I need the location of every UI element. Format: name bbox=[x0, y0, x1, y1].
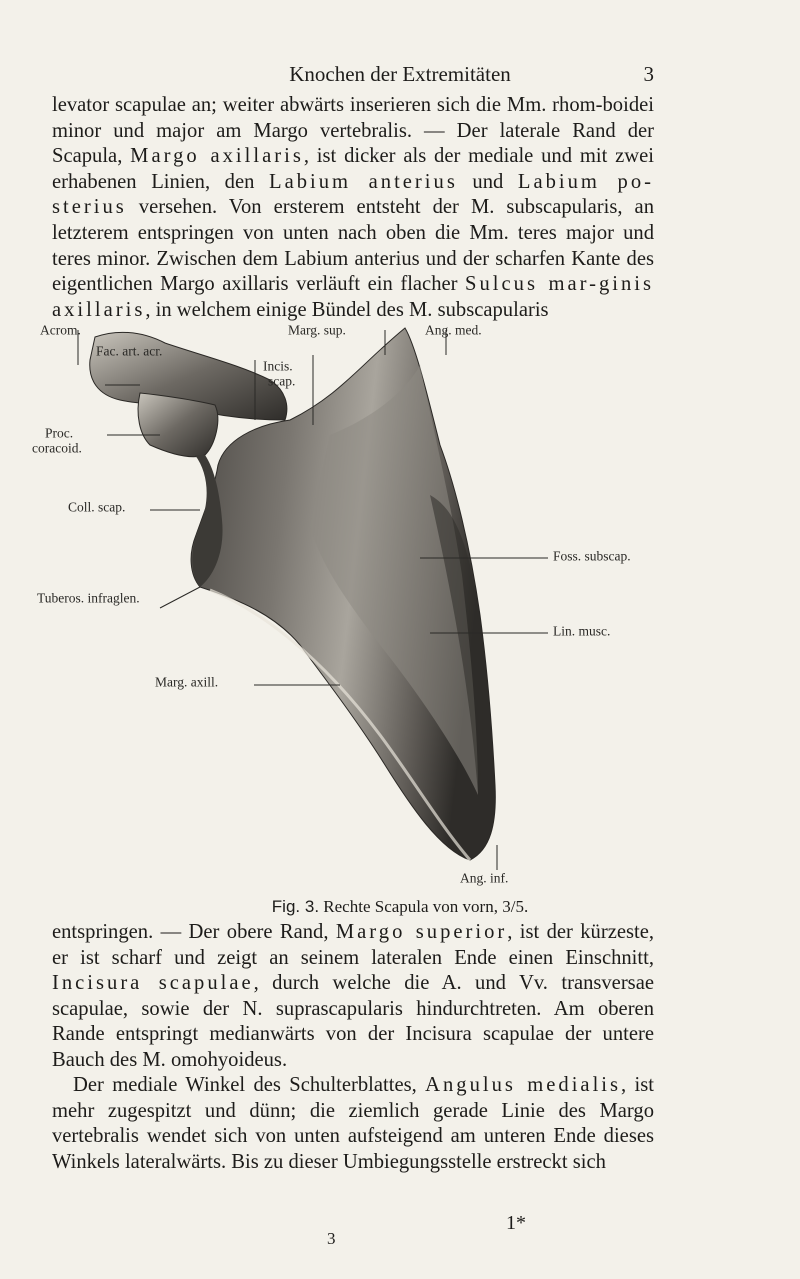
label-proc: Proc. bbox=[45, 425, 74, 441]
label-incis: Incis. bbox=[263, 358, 293, 374]
caption-text: Rechte Scapula von vorn, 3/5. bbox=[323, 897, 529, 916]
signature-mark: 1* bbox=[506, 1212, 526, 1234]
label-coracoid: coracoid. bbox=[32, 440, 82, 456]
spaced-term: Labium anterius bbox=[269, 170, 458, 193]
spaced-term: Incisura scapulae bbox=[52, 972, 254, 995]
running-head-page-number: 3 bbox=[643, 62, 654, 86]
running-head bbox=[0, 62, 800, 92]
paragraph-3 bbox=[52, 1073, 654, 1175]
paragraph-text: Der mediale Winkel des Schulterblattes, bbox=[73, 1074, 426, 1096]
label-lin-musc: Lin. musc. bbox=[553, 623, 611, 639]
label-tuberos-infraglen: Tuberos. infraglen. bbox=[37, 590, 140, 606]
paragraph-1 bbox=[52, 93, 654, 323]
label-fac-art-acr: Fac. art. acr. bbox=[96, 343, 163, 359]
label-ang-inf: Ang. inf. bbox=[460, 870, 509, 886]
paragraph-text: , in welchem einige Bündel des M. subscapularis bbox=[145, 298, 549, 321]
spaced-term: Margo superior bbox=[335, 921, 508, 943]
running-head-title: Knochen der Extremitäten bbox=[289, 62, 511, 86]
scapula-illustration bbox=[0, 325, 800, 895]
label-marg-sup: Marg. sup. bbox=[288, 325, 346, 338]
label-foss-subscap: Foss. subscap. bbox=[553, 548, 631, 564]
label-acrom: Acrom. bbox=[40, 325, 81, 338]
paragraph-text: , ist der kürzeste, er ist scharf und zeigt an seinem lateralen Ende einen Einschnitt, bbox=[52, 921, 654, 969]
paragraph-text: versehen. Von ersterem entsteht der M. subscapularis, an letzterem entspringen von unten nach oben die Mm. teres major und teres minor. Zwischen dem Labium anterius und der scharfen Kante des eigentlichen Margo axillaris verläuft ein flacher bbox=[52, 196, 654, 296]
paragraph-text: levator scapulae an; weiter abwärts inserieren sich die Mm. rhom-boidei minor und major am Margo vertebralis. — Der laterale Rand der Scapula, bbox=[52, 94, 654, 168]
paragraph-text: und bbox=[457, 170, 518, 193]
paragraph-text: , durch welche die A. und Vv. transversae scapulae, sowie der N. suprascapularis hindurchtreten. Am oberen Rande entspringt medianwärts von der Incisura scapulae der untere Bauch des M. omohyoideus. bbox=[52, 972, 654, 1071]
spaced-term: Sulcus mar-ginis axillaris bbox=[52, 273, 654, 321]
label-coll-scap: Coll. scap. bbox=[68, 499, 126, 515]
figure-caption bbox=[0, 897, 800, 917]
coracoid bbox=[138, 393, 218, 457]
label-scap: scap. bbox=[268, 373, 296, 389]
scapula-figure bbox=[0, 325, 800, 895]
spaced-term: Labium po-sterius bbox=[52, 170, 654, 219]
paragraph-text: , ist mehr zugespitzt und dünn; die ziemlich gerade Linie des Margo vertebralis wendet sich von unten aufsteigend am unteren Ende dieses Winkels lateralwärts. Bis zu dieser Umbiegungsstelle erstreckt sich bbox=[52, 1074, 654, 1173]
paragraph-text: , ist dicker als der mediale und mit zwei erhabenen Linien, den bbox=[52, 145, 654, 193]
footer-page-number: 3 bbox=[327, 1229, 336, 1248]
label-ang-med: Ang. med. bbox=[425, 325, 482, 338]
paragraph-2 bbox=[52, 920, 654, 1074]
label-marg-axill: Marg. axill. bbox=[155, 674, 219, 690]
paragraph-text: entspringen. — Der obere Rand, bbox=[52, 921, 336, 943]
spaced-term: Angulus medialis bbox=[425, 1074, 622, 1096]
caption-figure-number: Fig. 3. bbox=[271, 897, 320, 916]
spaced-term: Margo axillaris bbox=[130, 145, 304, 168]
